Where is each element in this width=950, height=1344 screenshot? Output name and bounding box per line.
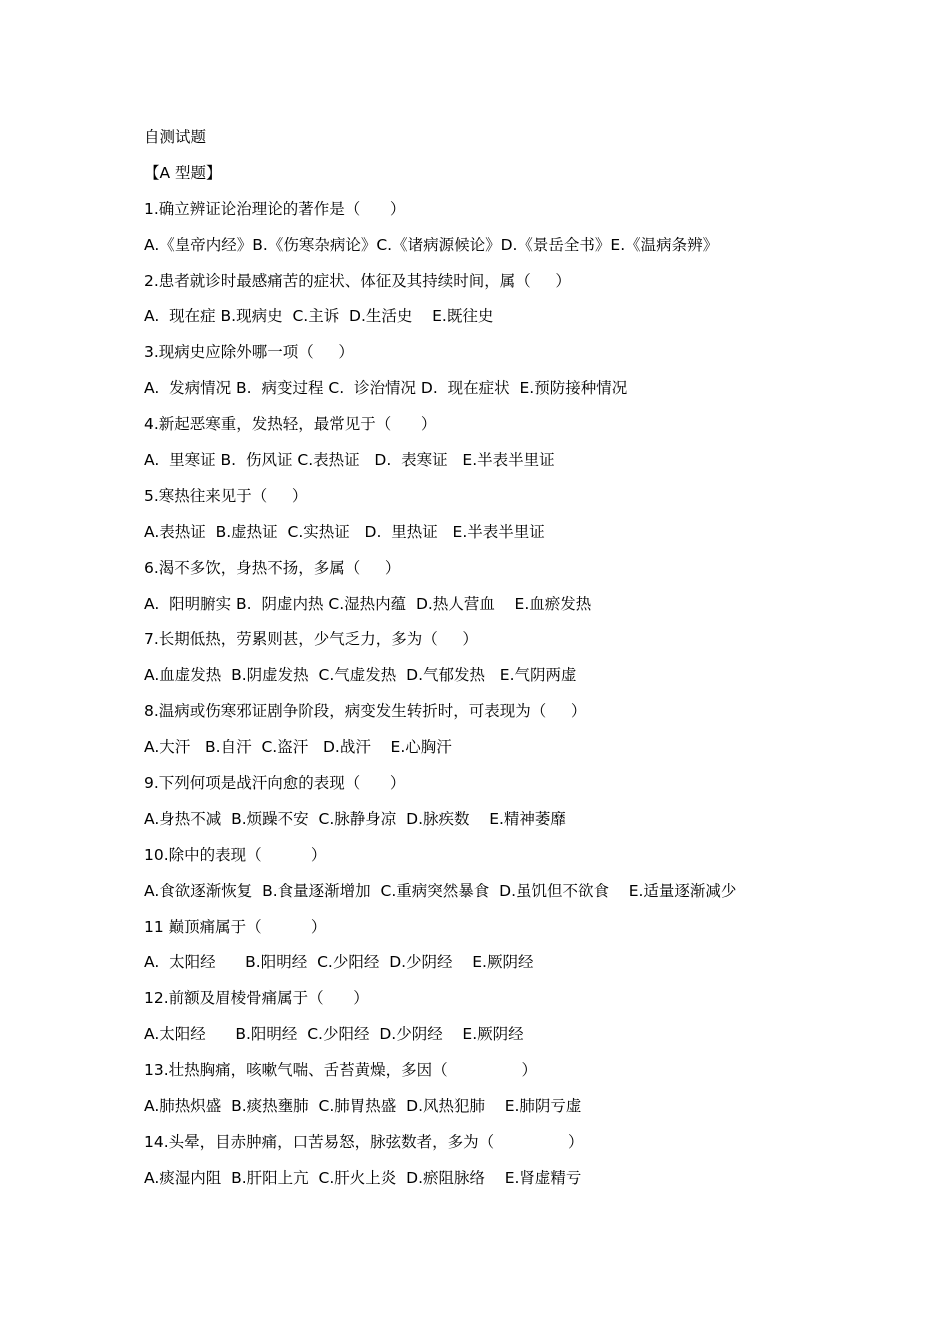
options-9: A.身热不减 B.烦躁不安 C.脉静身凉 D.脉疾数 E.精神萎靡 (144, 809, 566, 828)
page-title: 自测试题 (144, 128, 207, 146)
options-14: A.痰湿内阻 B.肝阳上亢 C.肝火上炎 D.瘀阻脉络 E.肾虚精亏 (144, 1168, 582, 1187)
question-14: 14.头晕，目赤肿痛，口苦易怒，脉弦数者，多为（ ） (144, 1132, 584, 1151)
options-4: A. 里寒证 B. 伤风证 C.表热证 D. 表寒证 E.半表半里证 (144, 451, 555, 470)
question-7: 7.长期低热，劳累则甚，少气乏力，多为（ ） (144, 630, 478, 649)
options-13: A.肺热炽盛 B.痰热壅肺 C.肺胃热盛 D.风热犯肺 E.肺阴亏虚 (144, 1097, 582, 1116)
question-10: 10.除中的表现（ ） (144, 845, 327, 864)
question-5: 5.寒热往来见于（ ） (144, 486, 308, 505)
options-8: A.大汗 B.自汗 C.盗汗 D.战汗 E.心胸汗 (144, 738, 452, 757)
options-11: A. 太阳经 B.阳明经 C.少阳经 D.少阴经 E.厥阴经 (144, 953, 534, 972)
question-11: 11 巅顶痛属于（ ） (144, 917, 327, 936)
document-body (144, 120, 844, 1197)
options-7: A.血虚发热 B.阴虚发热 C.气虚发热 D.气郁发热 E.气阴两虚 (144, 666, 577, 685)
options-2: A. 现在症 B.现病史 C.主诉 D.生活史 E.既往史 (144, 307, 494, 326)
question-1: 1.确立辨证论治理论的著作是（ ） (144, 199, 406, 218)
question-9: 9.下列何项是战汗向愈的表现（ ） (144, 774, 406, 793)
options-3: A. 发病情况 B. 病变过程 C. 诊治情况 D. 现在症状 E.预防接种情况 (144, 379, 628, 398)
question-2: 2.患者就诊时最感痛苦的症状、体征及其持续时间，属（ ） (144, 271, 571, 290)
question-12: 12.前额及眉棱骨痛属于（ ） (144, 989, 369, 1008)
options-1: A.《皇帝内经》B.《伤寒杂病论》C.《诸病源候论》D.《景岳全书》E.《温病条辨》 (144, 235, 719, 254)
question-13: 13.壮热胸痛，咳嗽气喘、舌苔黄燥，多因（ ） (144, 1061, 538, 1080)
question-3: 3.现病史应除外哪一项（ ） (144, 343, 354, 362)
options-10: A.食欲逐渐恢复 B.食量逐渐增加 C.重病突然暴食 D.虽饥但不欲食 E.适量逐渐减少 (144, 881, 737, 900)
question-6: 6.渴不多饮，身热不扬，多属（ ） (144, 558, 401, 577)
question-8: 8.温病或伤寒邪证剧争阶段，病变发生转折时，可表现为（ ） (144, 702, 587, 721)
options-5: A.表热证 B.虚热证 C.实热证 D. 里热证 E.半表半里证 (144, 522, 545, 541)
section-heading: 【A 型题】 (144, 163, 222, 182)
options-6: A. 阳明腑实 B. 阴虚内热 C.湿热内蕴 D.热人营血 E.血瘀发热 (144, 594, 592, 613)
question-4: 4.新起恶寒重，发热轻，最常见于（ ） (144, 415, 437, 434)
options-12: A.太阳经 B.阳明经 C.少阳经 D.少阴经 E.厥阴经 (144, 1025, 524, 1044)
